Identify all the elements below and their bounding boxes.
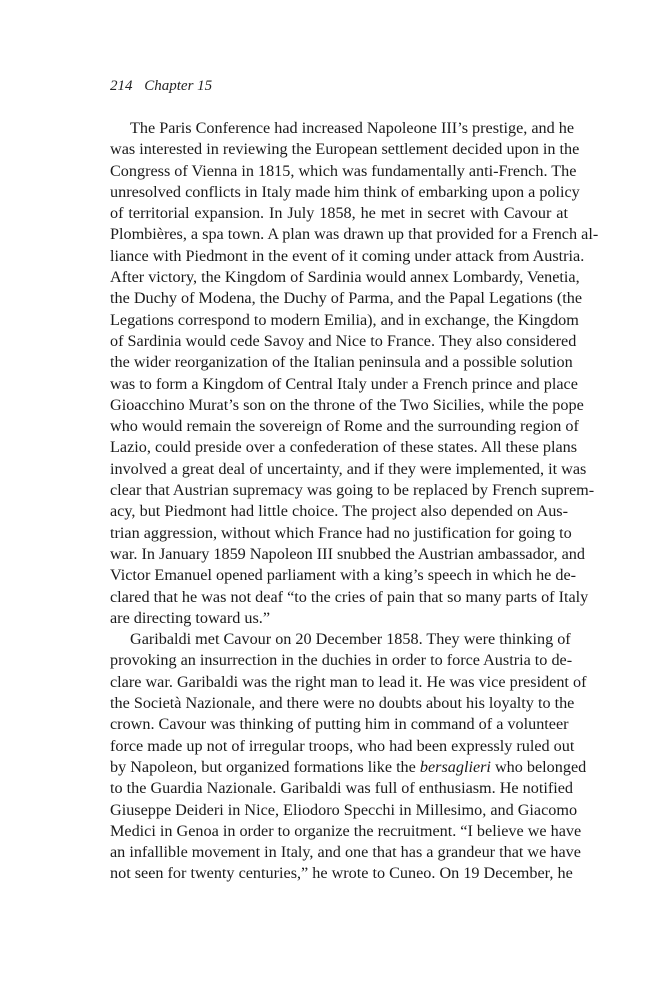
text-line: Gioacchino Murat’s son on the throne of the Two Sicilies, while the pope: [110, 395, 584, 414]
text-line: liance with Piedmont in the event of it coming under attack from Austria.: [110, 246, 585, 265]
text-line: acy, but Piedmont had little choice. The project also depended on Aus-: [110, 502, 568, 521]
text-line: war. In January 1859 Napoleon III snubbed the Austrian ambassador, and: [110, 544, 585, 563]
chapter-label: Chapter 15: [144, 78, 213, 94]
text-line: the wider reorganization of the Italian peninsula and a possible solution: [110, 353, 573, 372]
text-line: Legations correspond to modern Emilia), and in exchange, the Kingdom: [110, 310, 579, 329]
page-number: 214: [110, 78, 133, 94]
text-line: clared that he was not deaf “to the cries of pain that so many parts of Italy: [110, 587, 589, 606]
text-line: Plombières, a spa town. A plan was drawn up that provided for a French al-: [110, 225, 599, 244]
text-line: crown. Cavour was thinking of putting him in command of a volunteer: [110, 715, 569, 734]
text-line: Lazio, could preside over a confederation of these states. All these plans: [110, 438, 578, 457]
text-line: force made up not of irregular troops, who had been expressly ruled out: [110, 736, 575, 755]
text-line: Garibaldi met Cavour on 20 December 1858. They were thinking of: [130, 630, 571, 649]
text-line: The Paris Conference had increased Napoleone III’s prestige, and he: [130, 119, 575, 137]
text-line: of territorial expansion. In July 1858, he met in secret with Cavour at: [110, 204, 568, 223]
text-line: who would remain the sovereign of Rome and the surrounding region of: [110, 417, 579, 436]
text-line: Victor Emanuel opened parliament with a king’s speech in which he de-: [110, 566, 577, 585]
text-line: of Sardinia would cede Savoy and Nice to France. They also considered: [110, 331, 577, 350]
text-line: the Duchy of Modena, the Duchy of Parma, and the Papal Legations (the: [110, 289, 582, 308]
text-line: involved a great deal of uncertainty, and if they were implemented, it was: [110, 459, 587, 478]
text-line-mixed: [110, 757, 587, 778]
text-line: not seen for twenty centuries,” he wrote to Cuneo. On 19 December, he: [110, 864, 573, 883]
text-line: are directing toward us.”: [110, 608, 271, 627]
text-line: Giuseppe Deideri in Nice, Eliodoro Specchi in Millesimo, and Giacomo: [110, 800, 578, 819]
text-line: clare war. Garibaldi was the right man to lead it. He was vice president of: [110, 672, 587, 691]
text-segment: by Napoleon, but organized formations like the: [110, 757, 416, 776]
text-segment: who belonged: [494, 757, 587, 776]
text-line: unresolved conflicts in Italy made him think of embarking upon a policy: [110, 182, 580, 201]
text-line: the Società Nazionale, and there were no doubts about his loyalty to the: [110, 694, 575, 713]
text-line: clear that Austrian supremacy was going to be replaced by French suprem-: [110, 481, 595, 500]
text-line: to the Guardia Nazionale. Garibaldi was full of enthusiasm. He notified: [110, 779, 574, 798]
running-head: [110, 78, 212, 95]
text-line: Medici in Genoa in order to organize the recruitment. “I believe we have: [110, 821, 582, 840]
text-line: trian aggression, without which France had no justification for going to: [110, 523, 572, 542]
text-line: provoking an insurrection in the duchies in order to force Austria to de-: [110, 651, 573, 670]
italic-term: bersaglieri: [419, 757, 491, 776]
text-line: was interested in reviewing the European settlement decided upon in the: [110, 140, 580, 159]
text-line: After victory, the Kingdom of Sardinia would annex Lombardy, Venetia,: [110, 268, 580, 287]
text-line: was to form a Kingdom of Central Italy under a French prince and place: [110, 374, 578, 393]
body-text: [110, 118, 599, 885]
text-line: an infallible movement in Italy, and one that has a grandeur that we have: [110, 843, 581, 862]
text-line: Congress of Vienna in 1815, which was fundamentally anti-French. The: [110, 161, 577, 180]
